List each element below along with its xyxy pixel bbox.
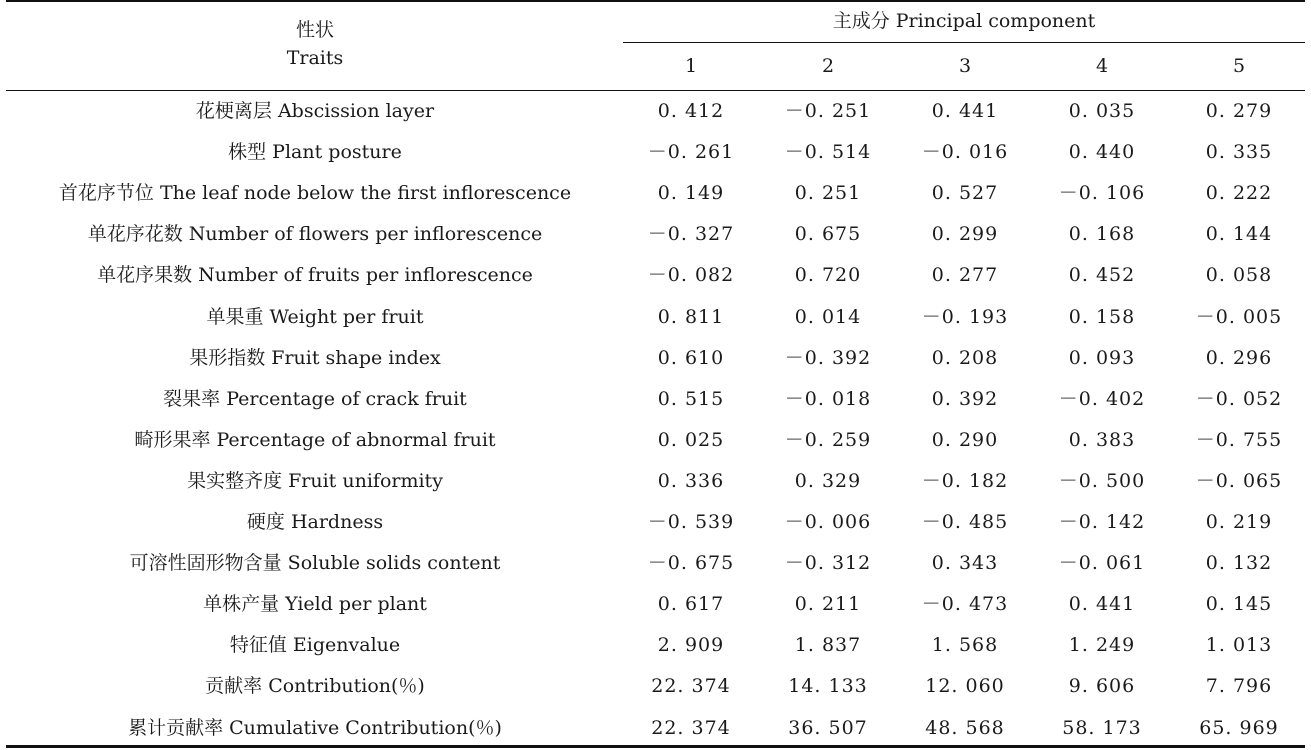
table-row — [0, 666, 1311, 706]
table-row — [0, 420, 1311, 460]
trait-label: 可溶性固形物含量 Soluble solids content — [129, 552, 501, 575]
loading-value-pc2: －0. 259 — [784, 428, 872, 451]
loading-value-pc2: 0. 720 — [794, 264, 862, 287]
trait-label: 贡献率 Contribution(％) — [205, 675, 425, 698]
traits-header-en: Traits — [286, 47, 344, 69]
table-row — [0, 584, 1311, 624]
loading-value-pc1: －0. 327 — [647, 223, 735, 246]
trait-label: 畸形果率 Percentage of abnormal fruit — [134, 428, 496, 451]
loading-value-pc3: 0. 343 — [931, 552, 999, 575]
table-row — [0, 379, 1311, 419]
loading-value-pc2: 0. 329 — [794, 469, 862, 492]
loading-value-pc4: －0. 106 — [1058, 182, 1146, 205]
table-row — [0, 338, 1311, 378]
loading-value-pc5: －0. 052 — [1195, 387, 1283, 410]
trait-label: 特征值 Eigenvalue — [229, 634, 401, 657]
loading-value-pc3: 0. 527 — [931, 182, 999, 205]
loading-value-pc2: －0. 312 — [784, 552, 872, 575]
loading-value-pc5: 0. 279 — [1205, 100, 1273, 122]
loading-value-pc4: 1. 249 — [1068, 634, 1136, 657]
trait-label: 株型 Plant posture — [228, 141, 402, 164]
loading-value-pc3: 1. 568 — [931, 634, 999, 657]
loading-value-pc3: 0. 208 — [931, 346, 999, 369]
loading-value-pc1: －0. 082 — [647, 264, 735, 287]
loading-value-pc3: 48. 568 — [925, 716, 1005, 739]
trait-label: 单株产量 Yield per plant — [203, 593, 427, 616]
loading-value-pc1: 0. 811 — [657, 305, 725, 328]
loading-value-pc3: －0. 182 — [921, 469, 1009, 492]
loading-value-pc4: －0. 500 — [1058, 469, 1146, 492]
trait-label: 单花序花数 Number of flowers per inflorescence — [87, 223, 543, 246]
table-row — [0, 625, 1311, 665]
table-row — [0, 543, 1311, 583]
column-header-5: 5 — [1232, 55, 1246, 77]
loading-value-pc5: －0. 065 — [1195, 469, 1283, 492]
loading-value-pc4: 9. 606 — [1068, 675, 1136, 698]
loading-value-pc3: 0. 392 — [931, 387, 999, 410]
loading-value-pc2: 0. 251 — [794, 182, 862, 205]
loading-value-pc3: 12. 060 — [925, 675, 1005, 698]
column-header-1: 1 — [684, 55, 698, 77]
traits-header — [200, 16, 430, 72]
table-row — [0, 708, 1311, 748]
loading-value-pc4: 0. 440 — [1068, 141, 1136, 164]
loading-value-pc1: －0. 539 — [647, 511, 735, 533]
loading-value-pc2: 36. 507 — [788, 716, 868, 739]
principal-component-header: 主成分 Principal component — [832, 10, 1096, 32]
loading-value-pc1: 0. 515 — [657, 387, 725, 410]
loading-value-pc3: 0. 441 — [931, 100, 999, 122]
loading-value-pc5: 0. 144 — [1205, 223, 1273, 246]
bottom-rule — [6, 745, 1305, 748]
loading-value-pc4: －0. 061 — [1058, 552, 1146, 575]
loading-value-pc2: －0. 006 — [784, 511, 872, 533]
loading-value-pc4: 0. 168 — [1068, 223, 1136, 246]
loading-value-pc2: 1. 837 — [794, 634, 862, 657]
loading-value-pc4: 0. 452 — [1068, 264, 1136, 287]
loading-value-pc2: －0. 251 — [784, 100, 872, 122]
loading-value-pc5: 0. 145 — [1205, 593, 1273, 616]
loading-value-pc3: －0. 193 — [921, 305, 1009, 328]
trait-label: 花梗离层 Abscission layer — [195, 100, 435, 122]
table-row — [0, 502, 1311, 542]
trait-label: 累计贡献率 Cumulative Contribution(％) — [128, 716, 502, 739]
loading-value-pc1: 0. 617 — [657, 593, 725, 616]
loading-value-pc5: 0. 296 — [1205, 346, 1273, 369]
table-row — [0, 132, 1311, 172]
top-rule — [6, 0, 1305, 2]
loading-value-pc2: 0. 675 — [794, 223, 862, 246]
loading-value-pc2: －0. 018 — [784, 387, 872, 410]
loading-value-pc1: －0. 675 — [647, 552, 735, 575]
traits-header-cn: 性状 — [295, 19, 334, 41]
loading-value-pc4: 0. 093 — [1068, 346, 1136, 369]
loading-value-pc5: 0. 058 — [1205, 264, 1273, 287]
loading-value-pc3: 0. 290 — [931, 428, 999, 451]
loading-value-pc3: －0. 485 — [921, 511, 1009, 533]
column-header-3: 3 — [958, 55, 972, 77]
trait-label: 单果重 Weight per fruit — [206, 305, 424, 328]
loading-value-pc5: 0. 132 — [1205, 552, 1273, 575]
table-row — [0, 297, 1311, 337]
column-header-4: 4 — [1095, 55, 1109, 77]
table-row — [0, 214, 1311, 254]
loading-value-pc2: －0. 514 — [784, 141, 872, 164]
loading-value-pc1: 2. 909 — [657, 634, 725, 657]
table-row — [0, 255, 1311, 295]
trait-label: 首花序节位 The leaf node below the first inflorescence — [58, 182, 572, 205]
loading-value-pc4: －0. 402 — [1058, 387, 1146, 410]
loading-value-pc5: 0. 335 — [1205, 141, 1273, 164]
loading-value-pc4: 0. 441 — [1068, 593, 1136, 616]
loading-value-pc2: －0. 392 — [784, 346, 872, 369]
loading-value-pc5: 7. 796 — [1205, 675, 1273, 698]
trait-label: 果形指数 Fruit shape index — [189, 346, 441, 369]
loading-value-pc3: 0. 299 — [931, 223, 999, 246]
pc-subheader-rule — [623, 42, 1305, 43]
loading-value-pc3: －0. 016 — [921, 141, 1009, 164]
loading-value-pc4: －0. 142 — [1058, 511, 1146, 533]
loading-value-pc1: －0. 261 — [647, 141, 735, 164]
column-header-2: 2 — [821, 55, 835, 77]
table-row — [0, 461, 1311, 501]
trait-label: 单花序果数 Number of fruits per inflorescence — [97, 264, 533, 287]
loading-value-pc1: 0. 610 — [657, 346, 725, 369]
loading-value-pc3: 0. 277 — [931, 264, 999, 287]
loading-value-pc1: 0. 336 — [657, 469, 725, 492]
trait-label: 果实整齐度 Fruit uniformity — [187, 469, 443, 492]
trait-label: 裂果率 Percentage of crack fruit — [163, 387, 467, 410]
loading-value-pc2: 0. 211 — [794, 593, 862, 616]
loading-value-pc5: －0. 005 — [1195, 305, 1283, 328]
loading-value-pc2: 0. 014 — [794, 305, 862, 328]
loading-value-pc5: 0. 222 — [1205, 182, 1273, 205]
table-row — [0, 173, 1311, 213]
loading-value-pc1: 0. 149 — [657, 182, 725, 205]
loading-value-pc3: －0. 473 — [921, 593, 1009, 616]
loading-value-pc1: 22. 374 — [651, 675, 731, 698]
loading-value-pc5: －0. 755 — [1195, 428, 1283, 451]
loading-value-pc2: 14. 133 — [788, 675, 868, 698]
loading-value-pc1: 0. 025 — [657, 428, 725, 451]
loading-value-pc5: 0. 219 — [1205, 511, 1273, 533]
loading-value-pc1: 0. 412 — [657, 100, 725, 122]
loading-value-pc4: 58. 173 — [1062, 716, 1142, 739]
table-row — [0, 91, 1311, 131]
loading-value-pc1: 22. 374 — [651, 716, 731, 739]
loading-value-pc4: 0. 158 — [1068, 305, 1136, 328]
loading-value-pc4: 0. 383 — [1068, 428, 1136, 451]
loading-value-pc5: 1. 013 — [1205, 634, 1273, 657]
trait-label: 硬度 Hardness — [246, 511, 384, 533]
loading-value-pc5: 65. 969 — [1199, 716, 1279, 739]
loading-value-pc4: 0. 035 — [1068, 100, 1136, 122]
